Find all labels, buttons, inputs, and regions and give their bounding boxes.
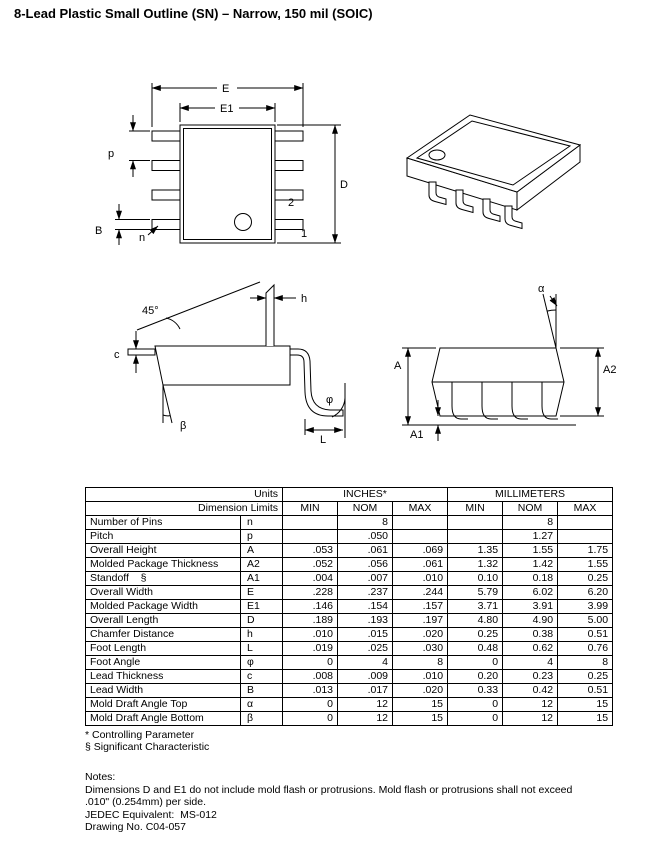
table-row	[86, 516, 613, 530]
dim-p-lines	[129, 115, 150, 177]
dim-label-phi: φ	[326, 394, 334, 406]
dim-symbol-cell: p	[241, 530, 283, 544]
table-row	[86, 698, 613, 712]
dim-label-p: p	[108, 148, 115, 160]
in-nom-cell: .025	[338, 642, 393, 656]
in-nom-cell: .017	[338, 684, 393, 698]
package-leads-right	[275, 131, 303, 230]
mm-min-cell: 0.20	[448, 670, 503, 684]
mm-min-cell: 5.79	[448, 586, 503, 600]
dim-symbol-cell: φ	[241, 656, 283, 670]
dim-label-d: D	[340, 179, 348, 191]
package-body	[180, 125, 275, 243]
dim-a-lines	[402, 348, 436, 425]
pin-number-2: 2	[288, 197, 295, 209]
mm-nom-cell: 0.62	[503, 642, 558, 656]
dim-name-cell: Mold Draft Angle Bottom	[86, 712, 241, 726]
in-min-cell: .228	[283, 586, 338, 600]
table-row	[86, 656, 613, 670]
in-min-cell: .052	[283, 558, 338, 572]
in-min-cell: 0	[283, 656, 338, 670]
dim-symbol-cell: A1	[241, 572, 283, 586]
pin-number-1: 1	[301, 228, 308, 240]
in-max-cell: .069	[393, 544, 448, 558]
mm-nom-cell: 4.90	[503, 614, 558, 628]
dim-symbol-cell: A2	[241, 558, 283, 572]
table-row	[86, 544, 613, 558]
top-view-drawing	[85, 65, 365, 270]
in-max-cell: .157	[393, 600, 448, 614]
mm-max-cell: 8	[558, 656, 613, 670]
dim-symbol-cell: h	[241, 628, 283, 642]
table-row	[86, 684, 613, 698]
table-row	[86, 670, 613, 684]
dim-symbol-cell: n	[241, 516, 283, 530]
mm-min-cell	[448, 516, 503, 530]
footnote-significant: § Significant Characteristic	[85, 740, 210, 753]
in-min-cell: .013	[283, 684, 338, 698]
dim-name-cell: Overall Width	[86, 586, 241, 600]
drawing-number: Drawing No. C04-057	[85, 821, 186, 833]
in-max-cell: 8	[393, 656, 448, 670]
table-row	[86, 586, 613, 600]
gull-wing-lead	[290, 349, 343, 416]
mm-nom-cell: 1.27	[503, 530, 558, 544]
in-min-cell: 0	[283, 698, 338, 712]
mm-nom-cell: 6.02	[503, 586, 558, 600]
in-max-cell: .020	[393, 684, 448, 698]
dimension-table	[85, 487, 613, 726]
in-min-cell: .019	[283, 642, 338, 656]
footnote-controlling: * Controlling Parameter	[85, 729, 195, 741]
note-line-2: .010" (0.254mm) per side.	[85, 796, 207, 808]
dim-name-cell: Standoff §	[86, 572, 241, 586]
mm-nom-cell: 12	[503, 698, 558, 712]
mm-min-cell: 0	[448, 698, 503, 712]
in-nom-cell: .009	[338, 670, 393, 684]
draft-angle-beta-lines	[163, 385, 172, 423]
dim-symbol-cell: L	[241, 642, 283, 656]
mm-max-header: MAX	[558, 502, 613, 516]
mm-nom-cell: 1.42	[503, 558, 558, 572]
in-min-cell: .053	[283, 544, 338, 558]
units-header-cell: Units	[86, 488, 283, 502]
dimension-limits-header-cell: Dimension Limits	[86, 502, 283, 516]
dim-name-cell: Mold Draft Angle Top	[86, 698, 241, 712]
lead-detail-drawing	[100, 273, 360, 447]
note-line-1: Dimensions D and E1 do not include mold flash or protrusions. Mold flash or protrusions shall not exceed	[85, 783, 573, 796]
table-block	[85, 487, 625, 834]
page-title: 8-Lead Plastic Small Outline (SN) – Narrow, 150 mil (SOIC)	[14, 6, 373, 21]
label-45-degrees: 45°	[142, 305, 159, 317]
mm-nom-cell: 0.38	[503, 628, 558, 642]
dim-l-lines	[305, 419, 343, 435]
in-max-cell: .020	[393, 628, 448, 642]
dim-name-cell: Lead Width	[86, 684, 241, 698]
mm-max-cell: 15	[558, 712, 613, 726]
dim-symbol-cell: α	[241, 698, 283, 712]
mm-min-cell: 1.35	[448, 544, 503, 558]
dim-label-e1: E1	[220, 103, 234, 115]
dim-label-a1: A1	[410, 429, 424, 441]
in-min-cell: 0	[283, 712, 338, 726]
dim-label-a: A	[394, 360, 402, 372]
in-max-cell	[393, 530, 448, 544]
in-nom-cell: .237	[338, 586, 393, 600]
package-section-body	[155, 346, 290, 385]
mm-nom-cell: 4	[503, 656, 558, 670]
mm-nom-cell: 3.91	[503, 600, 558, 614]
mm-min-cell: 0	[448, 712, 503, 726]
lead-tip-chamfer	[266, 285, 274, 346]
table-row	[86, 600, 613, 614]
dim-symbol-cell: A	[241, 544, 283, 558]
in-min-cell: .008	[283, 670, 338, 684]
dim-label-c: c	[114, 349, 120, 361]
mm-min-cell: 0.48	[448, 642, 503, 656]
mm-min-cell	[448, 530, 503, 544]
dim-name-cell: Overall Length	[86, 614, 241, 628]
dim-symbol-cell: c	[241, 670, 283, 684]
in-min-cell: .146	[283, 600, 338, 614]
package-leads-left	[152, 131, 180, 230]
in-nom-cell: 4	[338, 656, 393, 670]
dim-label-h: h	[301, 293, 308, 305]
mm-nom-cell: 0.23	[503, 670, 558, 684]
in-min-cell: .189	[283, 614, 338, 628]
notes-block	[85, 771, 625, 834]
mm-max-cell: 0.76	[558, 642, 613, 656]
mm-min-cell: 1.32	[448, 558, 503, 572]
dim-label-b: B	[95, 225, 103, 237]
in-nom-cell: .015	[338, 628, 393, 642]
dim-name-cell: Molded Package Width	[86, 600, 241, 614]
in-max-cell: 15	[393, 712, 448, 726]
mm-min-cell: 0.33	[448, 684, 503, 698]
mm-max-cell: 15	[558, 698, 613, 712]
dim-label-beta: β	[180, 420, 187, 432]
dim-name-cell: Pitch	[86, 530, 241, 544]
in-min-cell	[283, 516, 338, 530]
isometric-view-drawing	[395, 100, 595, 245]
dim-label-l: L	[320, 434, 327, 446]
mm-max-cell: 1.75	[558, 544, 613, 558]
table-row	[86, 712, 613, 726]
mm-max-cell: 0.25	[558, 572, 613, 586]
in-max-cell: .244	[393, 586, 448, 600]
inches-header-cell: INCHES*	[283, 488, 448, 502]
dim-a2-lines	[560, 348, 604, 416]
in-max-cell: .197	[393, 614, 448, 628]
in-nom-cell: .050	[338, 530, 393, 544]
jedec-equivalent: JEDEC Equivalent: MS-012	[85, 808, 217, 821]
mm-min-cell: 4.80	[448, 614, 503, 628]
lead-stub-left	[128, 349, 155, 355]
mm-max-cell: 0.51	[558, 684, 613, 698]
side-view-drawing	[390, 278, 630, 448]
footnotes	[85, 730, 625, 753]
in-nom-cell: 12	[338, 712, 393, 726]
in-nom-cell: 12	[338, 698, 393, 712]
table-row	[86, 642, 613, 656]
in-max-header: MAX	[393, 502, 448, 516]
dim-symbol-cell: B	[241, 684, 283, 698]
mm-min-cell: 3.71	[448, 600, 503, 614]
mm-nom-cell: 0.42	[503, 684, 558, 698]
mm-min-cell: 0.10	[448, 572, 503, 586]
mm-nom-cell: 8	[503, 516, 558, 530]
millimeters-header-cell: MILLIMETERS	[448, 488, 613, 502]
in-max-cell: .010	[393, 572, 448, 586]
dim-name-cell: Lead Thickness	[86, 670, 241, 684]
mm-nom-header: NOM	[503, 502, 558, 516]
in-nom-header: NOM	[338, 502, 393, 516]
in-min-cell: .010	[283, 628, 338, 642]
table-row	[86, 572, 613, 586]
in-nom-cell: 8	[338, 516, 393, 530]
mm-max-cell: 3.99	[558, 600, 613, 614]
in-nom-cell: .056	[338, 558, 393, 572]
in-min-header: MIN	[283, 502, 338, 516]
dim-name-cell: Number of Pins	[86, 516, 241, 530]
in-max-cell: .061	[393, 558, 448, 572]
in-nom-cell: .193	[338, 614, 393, 628]
notes-heading: Notes:	[85, 771, 116, 783]
draft-angle-alpha-lines	[543, 294, 557, 348]
in-max-cell: 15	[393, 698, 448, 712]
in-max-cell: .030	[393, 642, 448, 656]
dim-name-cell: Foot Angle	[86, 656, 241, 670]
mm-max-cell: 0.51	[558, 628, 613, 642]
chamfer-angle-arc	[166, 318, 180, 329]
mm-max-cell: 0.25	[558, 670, 613, 684]
header-units-row	[86, 488, 613, 502]
dim-symbol-cell: D	[241, 614, 283, 628]
dim-label-n: n	[139, 232, 146, 244]
mm-nom-cell: 1.55	[503, 544, 558, 558]
in-min-cell	[283, 530, 338, 544]
in-max-cell	[393, 516, 448, 530]
mm-max-cell	[558, 516, 613, 530]
mm-nom-cell: 0.18	[503, 572, 558, 586]
table-row	[86, 614, 613, 628]
dim-name-cell: Overall Height	[86, 544, 241, 558]
table-row	[86, 530, 613, 544]
in-nom-cell: .154	[338, 600, 393, 614]
mm-max-cell: 1.55	[558, 558, 613, 572]
dim-name-cell: Foot Length	[86, 642, 241, 656]
dim-label-alpha: α	[538, 283, 545, 295]
in-max-cell: .010	[393, 670, 448, 684]
dim-name-cell: Molded Package Thickness	[86, 558, 241, 572]
mm-min-header: MIN	[448, 502, 503, 516]
dim-label-e: E	[222, 83, 230, 95]
mm-nom-cell: 12	[503, 712, 558, 726]
dim-symbol-cell: E	[241, 586, 283, 600]
mm-max-cell	[558, 530, 613, 544]
in-min-cell: .004	[283, 572, 338, 586]
dim-name-cell: Chamfer Distance	[86, 628, 241, 642]
table-row	[86, 628, 613, 642]
dim-label-a2: A2	[603, 364, 617, 376]
header-limits-row	[86, 502, 613, 516]
in-nom-cell: .007	[338, 572, 393, 586]
mm-min-cell: 0	[448, 656, 503, 670]
mm-min-cell: 0.25	[448, 628, 503, 642]
in-nom-cell: .061	[338, 544, 393, 558]
dim-symbol-cell: E1	[241, 600, 283, 614]
mm-max-cell: 6.20	[558, 586, 613, 600]
table-row	[86, 558, 613, 572]
dim-symbol-cell: β	[241, 712, 283, 726]
mm-max-cell: 5.00	[558, 614, 613, 628]
